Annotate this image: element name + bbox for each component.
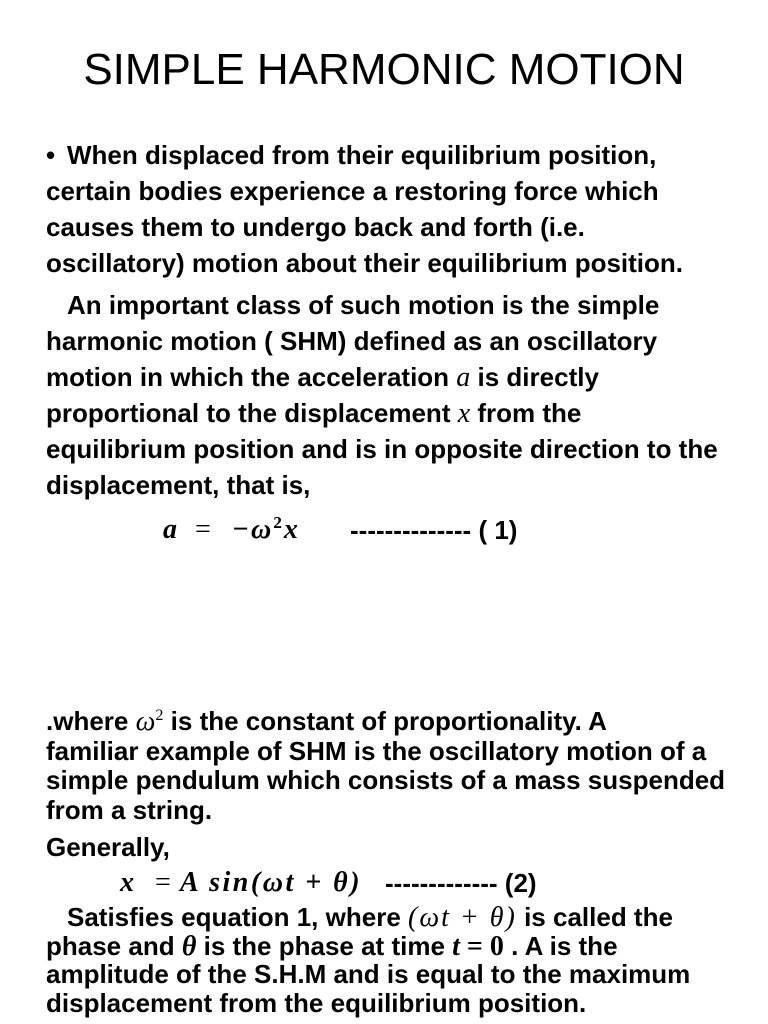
- phase-line-2-middle: is the phase at time: [196, 930, 453, 961]
- equation-1: [0, 512, 768, 548]
- definition-line-5: equilibrium position and is in opposite direction to the: [46, 434, 718, 464]
- phase-line-1-text: Satisfies equation 1, where: [67, 902, 408, 932]
- definition-paragraph: [46, 287, 718, 503]
- definition-line-3-text: motion in which the acceleration: [46, 362, 457, 392]
- explanation-paragraph: [46, 707, 725, 825]
- equation-2-rhs: A sin(ωt + θ): [180, 867, 363, 898]
- intro-line-1: [46, 137, 683, 173]
- omega-symbol: ω: [135, 706, 156, 737]
- equals-sign: =: [195, 514, 211, 545]
- definition-line-2: harmonic motion ( SHM) defined as an oscillatory: [46, 326, 658, 356]
- definition-line-4-tail: from the: [470, 398, 582, 428]
- phase-line-3: amplitude of the S.H.M and is equal to the maximum: [46, 959, 691, 990]
- equation-1-lhs: a: [163, 514, 177, 545]
- equation-2-lhs: x: [120, 867, 134, 898]
- definition-line-4: [46, 395, 718, 431]
- intro-line-1-text: When displaced from their equilibrium position,: [67, 140, 657, 170]
- explanation-line-1-text: .where: [46, 706, 136, 736]
- explanation-line-2: familiar example of SHM is the oscillatory motion of a: [46, 735, 707, 766]
- phase-line-1-tail: is called the: [516, 902, 673, 932]
- equals-sign: =: [155, 867, 171, 898]
- equation-1-rhs: [232, 512, 300, 548]
- explanation-line-3: simple pendulum which consists of a mass suspended: [46, 765, 726, 795]
- phase-expression: (ωt + θ): [408, 902, 517, 933]
- exponent: 2: [273, 512, 284, 532]
- generally-label: Generally,: [46, 832, 170, 862]
- minus-omega-symbol: −ω: [232, 514, 274, 545]
- phase-line-2-text: phase and: [46, 930, 182, 961]
- intro-paragraph: [46, 137, 683, 281]
- definition-line-3: [46, 359, 718, 395]
- intro-line-3: causes them to undergo back and forth (i.e.: [46, 212, 585, 242]
- phase-paragraph: [46, 903, 690, 1018]
- time-zero-value: = 0: [459, 930, 504, 962]
- acceleration-symbol: a: [456, 362, 471, 393]
- displacement-variable: x: [283, 514, 300, 545]
- explanation-line-4: from a string.: [46, 794, 213, 825]
- time-symbol: t: [452, 930, 460, 962]
- definition-line-3-tail: is directly: [470, 362, 599, 392]
- definition-line-1: An important class of such motion is the simple: [67, 290, 660, 320]
- definition-line-4-text: proportional to the displacement: [46, 398, 458, 428]
- definition-line-6: displacement, that is,: [46, 470, 311, 500]
- displacement-symbol: x: [457, 398, 471, 429]
- omega-exponent: 2: [155, 707, 164, 725]
- phase-line-2-tail: . A is the: [503, 930, 618, 961]
- phase-line-4: displacement from the equilibrium position.: [46, 988, 587, 1019]
- intro-line-2: certain bodies experience a restoring force which: [46, 176, 659, 206]
- bullet-marker: •: [46, 140, 56, 170]
- intro-line-4: oscillatory) motion about their equilibrium position.: [46, 248, 684, 278]
- theta-symbol: θ: [181, 930, 197, 962]
- equation-2: [0, 865, 768, 901]
- explanation-line-1-tail: is the constant of proportionality. A: [163, 706, 607, 736]
- equation-1-label: -------------- ( 1): [350, 515, 518, 545]
- phase-line-1: [46, 903, 690, 932]
- equation-2-label: ------------- (2): [385, 868, 537, 898]
- slide-title: SIMPLE HARMONIC MOTION: [83, 45, 685, 94]
- explanation-line-1: [46, 707, 725, 737]
- phase-line-2: [46, 932, 690, 961]
